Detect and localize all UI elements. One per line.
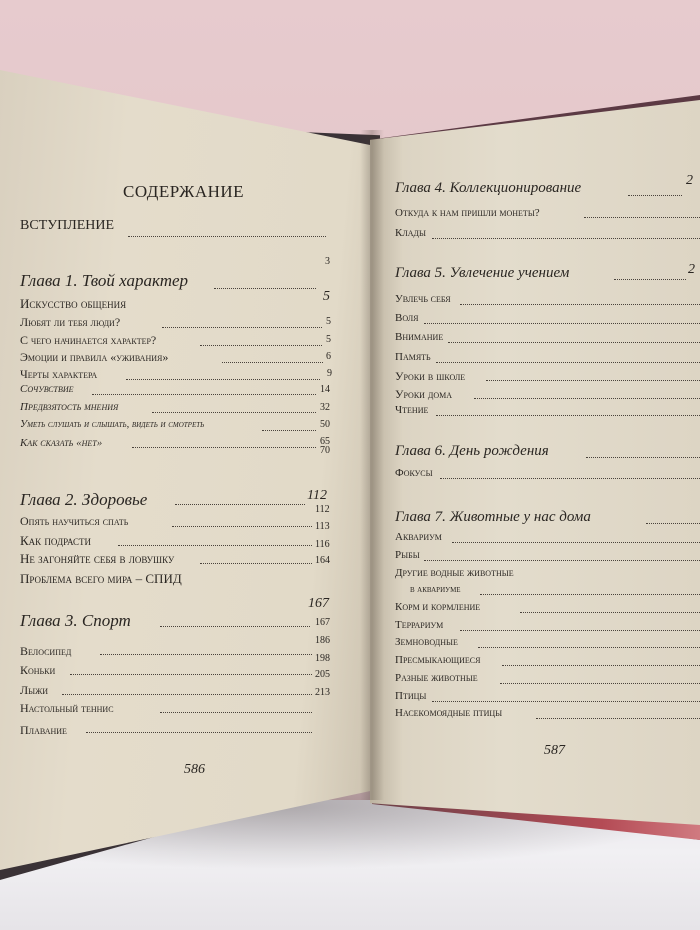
- toc-page: 50: [320, 419, 330, 430]
- intro-label: ВСТУПЛЕНИЕ: [20, 218, 115, 233]
- toc-page: 198: [315, 653, 330, 664]
- leader: [452, 542, 700, 543]
- toc-entry: Аквариум: [395, 531, 442, 543]
- chapter-title: Глава 2. Здоровье: [20, 490, 148, 509]
- toc-entry: Уметь слушать и слышать, видеть и смотреть: [20, 419, 205, 430]
- leader: [584, 217, 700, 218]
- leader: [436, 362, 700, 363]
- intro-page: 3: [325, 256, 330, 267]
- toc-page: 5: [326, 316, 331, 327]
- toc-entry: Увлечь себя: [395, 293, 451, 305]
- page-number: 587: [544, 743, 565, 758]
- toc-page: 5: [326, 334, 331, 345]
- leader: [614, 279, 686, 280]
- toc-entry: Уроки дома: [395, 387, 453, 401]
- leader: [118, 545, 312, 546]
- leader: [92, 394, 316, 395]
- leader: [448, 342, 700, 343]
- toc-entry: Разные животные: [395, 672, 478, 684]
- toc-entry: Велосипед: [20, 644, 72, 658]
- toc-entry: Насекомоядные птицы: [395, 707, 503, 719]
- leader: [440, 478, 700, 479]
- toc-entry: Опять научиться спать: [20, 514, 129, 528]
- chapter-title: Глава 1. Твой характер: [20, 271, 189, 290]
- leader: [502, 665, 700, 666]
- toc-page: 186: [315, 635, 330, 646]
- toc-entry: Проблема всего мира – СПИД: [20, 571, 182, 586]
- leader: [175, 504, 305, 505]
- chapter-page: 2: [686, 173, 693, 188]
- chapter-title: Глава 3. Спорт: [20, 611, 131, 630]
- leader: [200, 563, 312, 564]
- leader: [162, 327, 322, 328]
- toc-entry: Корм и кормление: [395, 601, 481, 613]
- toc-entry: С чего начинается характер?: [20, 333, 157, 347]
- toc-entry: Сочувствие: [20, 383, 74, 395]
- toc-page: 9: [327, 368, 332, 379]
- toc-page: 213: [315, 687, 330, 698]
- toc-entry: Лыжи: [20, 683, 49, 697]
- toc-entry: Как сказать «нет»: [20, 437, 103, 449]
- leader: [70, 674, 312, 675]
- toc-entry: Клады: [395, 227, 426, 239]
- toc-page: 14: [320, 384, 330, 395]
- toc-page: 65: [320, 436, 330, 447]
- leader: [432, 701, 700, 702]
- leader: [478, 647, 700, 648]
- leader: [100, 654, 312, 655]
- leader: [586, 457, 700, 458]
- toc-page: 112: [315, 504, 330, 515]
- chapter-page: 112: [307, 488, 327, 503]
- leader: [460, 630, 700, 631]
- leader: [160, 626, 310, 627]
- leader: [432, 238, 700, 239]
- toc-entry: в аквариуме: [410, 584, 461, 595]
- leader: [436, 415, 700, 416]
- leader: [486, 380, 700, 381]
- toc-entry: Земноводные: [395, 636, 458, 648]
- toc-entry: Чтение: [395, 404, 429, 416]
- chapter-title: Глава 7. Животные у нас дома: [395, 509, 591, 525]
- book-gutter: [360, 130, 384, 800]
- leader: [160, 712, 312, 713]
- chapter-page: 167: [308, 596, 329, 611]
- leader: [646, 523, 700, 524]
- toc-entry: Террариум: [395, 619, 444, 631]
- leader: [536, 718, 700, 719]
- toc-page: 116: [315, 539, 330, 550]
- chapter-title: Глава 4. Коллекционирование: [395, 180, 582, 196]
- toc-entry: Воля: [395, 312, 419, 324]
- leader: [480, 594, 700, 595]
- leader: [86, 732, 312, 733]
- leader: [126, 379, 320, 380]
- toc-title: СОДЕРЖАНИЕ: [123, 182, 245, 201]
- leader: [460, 304, 700, 305]
- page-number: 586: [184, 762, 205, 777]
- toc-entry: Фокусы: [395, 467, 433, 479]
- toc-entry: Другие водные животные: [395, 567, 514, 579]
- leader: [424, 560, 700, 561]
- chapter-title: Глава 5. Увлечение учением: [395, 265, 570, 281]
- toc-page: 164: [315, 555, 330, 566]
- leader: [424, 323, 700, 324]
- toc-entry: Откуда к нам пришли монеты?: [395, 207, 540, 219]
- toc-entry: Искусство общения: [20, 296, 127, 311]
- toc-page: 32: [320, 402, 330, 413]
- toc-page: 6: [326, 351, 331, 362]
- toc-entry: Рыбы: [395, 549, 420, 561]
- toc-page: 113: [315, 521, 330, 532]
- toc-entry: Плавание: [20, 723, 67, 737]
- leader: [172, 526, 312, 527]
- leader: [132, 447, 316, 448]
- toc-entry: Память: [395, 351, 431, 363]
- chapter-page: 5: [323, 289, 330, 304]
- leader: [200, 345, 322, 346]
- toc-entry: Черты характера: [20, 367, 98, 381]
- leader: [152, 412, 316, 413]
- leader: [214, 288, 316, 289]
- leader: [500, 683, 700, 684]
- toc-entry: Любят ли тебя люди?: [20, 315, 121, 329]
- toc-entry: Коньки: [20, 663, 56, 677]
- leader: [262, 430, 316, 431]
- toc-entry: Пресмыкающиеся: [395, 654, 481, 666]
- toc-page: 167: [315, 617, 330, 628]
- toc-entry: Внимание: [395, 331, 444, 343]
- toc-entry: Эмоции и правила «уживания»: [20, 350, 169, 364]
- leader: [628, 195, 682, 196]
- toc-entry: Предвзятость мнения: [20, 401, 119, 413]
- toc-entry: Не загоняйте себя в ловушку: [20, 551, 175, 566]
- toc-page: 205: [315, 669, 330, 680]
- leader: [222, 362, 323, 363]
- toc-entry: Птицы: [395, 690, 427, 702]
- leader: [520, 612, 700, 613]
- leader: [474, 398, 700, 399]
- chapter-page: 2: [688, 262, 695, 277]
- chapter-title: Глава 6. День рождения: [395, 443, 549, 459]
- toc-entry: Уроки в школе: [395, 369, 466, 383]
- leader: [62, 694, 312, 695]
- leader: [128, 236, 326, 237]
- toc-entry: Настольный теннис: [20, 701, 114, 715]
- toc-entry: Как подрасти: [20, 533, 92, 548]
- toc-page: 70: [320, 445, 330, 456]
